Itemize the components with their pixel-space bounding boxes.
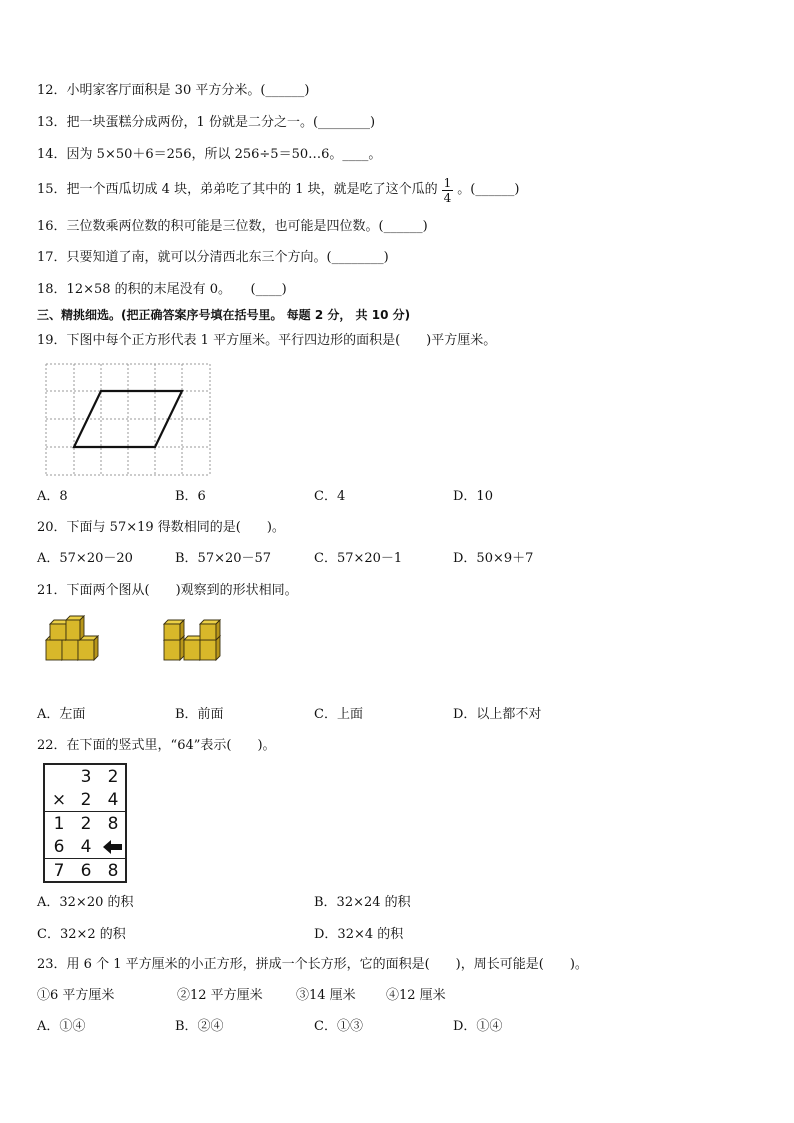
vertical-digit: 2	[80, 814, 92, 834]
q22-option-c[interactable]: C．32×2 的积	[37, 927, 126, 942]
q23-choice-1: ①6 平方厘米	[37, 988, 115, 1003]
vertical-digit: 8	[107, 814, 119, 834]
q22-option-d[interactable]: D．32×4 的积	[314, 927, 404, 942]
q23-choice-2: ②12 平方厘米	[177, 988, 263, 1003]
question-13: 13．把一块蛋糕分成两份，1 份就是二分之一。(________)	[37, 115, 376, 130]
q21-option-b[interactable]: B．前面	[175, 707, 224, 722]
fraction-denominator: 4	[443, 190, 452, 205]
cube-stack-left	[46, 616, 98, 660]
square-grid	[46, 364, 210, 475]
vertical-multiplication	[43, 763, 127, 883]
question-22-stem: 22．在下面的竖式里，“64”表示( )。	[37, 738, 276, 753]
question-12: 12．小明家客厅面积是 30 平方分米。(______)	[37, 83, 310, 98]
vertical-digit: 2	[80, 790, 92, 810]
vertical-row-2	[45, 788, 125, 811]
question-15-blank: 。(______)	[457, 182, 520, 197]
cube-figure-left	[40, 612, 110, 664]
q21-option-c[interactable]: C．上面	[314, 707, 363, 722]
multiply-sign: ×	[51, 790, 67, 810]
question-18: 18．12×58 的积的末尾没有 0。 (____)	[37, 282, 287, 297]
vertical-row-4	[45, 835, 125, 858]
q20-option-d[interactable]: D．50×9＋7	[453, 551, 534, 566]
vertical-digit: 6	[53, 837, 65, 857]
q23-option-c[interactable]: C．①③	[314, 1019, 363, 1034]
q23-choice-4: ④12 厘米	[386, 988, 446, 1003]
grid-parallelogram-figure	[44, 362, 212, 478]
q23-option-d[interactable]: D．①④	[453, 1019, 503, 1034]
q19-option-a[interactable]: A．8	[37, 489, 68, 504]
q21-option-d[interactable]: D．以上都不对	[453, 707, 542, 722]
vertical-digit: 8	[107, 861, 119, 881]
q19-option-c[interactable]: C．4	[314, 489, 346, 504]
q19-option-d[interactable]: D．10	[453, 489, 493, 504]
question-23-stem: 23．用 6 个 1 平方厘米的小正方形，拼成一个长方形，它的面积是( )，周长可能是( )。	[37, 957, 588, 972]
question-17: 17．只要知道了南，就可以分清西北东三个方向。(________)	[37, 250, 389, 265]
question-19-stem: 19．下图中每个正方形代表 1 平方厘米。平行四边形的面积是( )平方厘米。	[37, 333, 497, 348]
q23-choice-3: ③14 厘米	[296, 988, 356, 1003]
question-20-stem: 20．下面与 57×19 得数相同的是( )。	[37, 520, 285, 535]
q20-option-b[interactable]: B．57×20－57	[175, 551, 272, 566]
question-15-text: 15．把一个西瓜切成 4 块，弟弟吃了其中的 1 块，就是吃了这个瓜的	[37, 182, 438, 197]
section-3-heading: 三、精挑细选。(把正确答案序号填在括号里。 每题 2 分， 共 10 分)	[37, 308, 411, 322]
q23-option-a[interactable]: A．①④	[37, 1019, 86, 1034]
q22-option-a[interactable]: A．32×20 的积	[37, 895, 134, 910]
cube-stack-right	[164, 620, 220, 660]
vertical-digit: 1	[53, 814, 65, 834]
q20-option-c[interactable]: C．57×20－1	[314, 551, 403, 566]
question-21-stem: 21．下面两个图从( )观察到的形状相同。	[37, 583, 298, 598]
vertical-digit: 6	[80, 861, 92, 881]
left-arrow-icon	[103, 840, 123, 854]
vertical-digit: 3	[80, 767, 92, 787]
vertical-digit: 4	[80, 837, 92, 857]
q20-option-a[interactable]: A．57×20－20	[37, 551, 133, 566]
question-14: 14．因为 5×50＋6＝256，所以 256÷5＝50…6。____。	[37, 147, 382, 162]
fraction-numerator: 1	[443, 175, 452, 190]
vertical-digit: 4	[107, 790, 119, 810]
vertical-digit: 2	[107, 767, 119, 787]
question-15	[37, 172, 519, 208]
question-16: 16．三位数乘两位数的积可能是三位数，也可能是四位数。(______)	[37, 219, 428, 234]
q19-option-b[interactable]: B．6	[175, 489, 206, 504]
vertical-row-3	[45, 812, 125, 835]
q22-option-b[interactable]: B．32×24 的积	[314, 895, 411, 910]
vertical-row-5	[45, 859, 125, 882]
q21-option-a[interactable]: A．左面	[37, 707, 86, 722]
vertical-digit: 7	[53, 861, 65, 881]
cube-figure-right	[160, 612, 230, 664]
fraction-one-quarter	[442, 176, 454, 205]
vertical-row-1	[45, 765, 125, 788]
q23-option-b[interactable]: B．②④	[175, 1019, 224, 1034]
